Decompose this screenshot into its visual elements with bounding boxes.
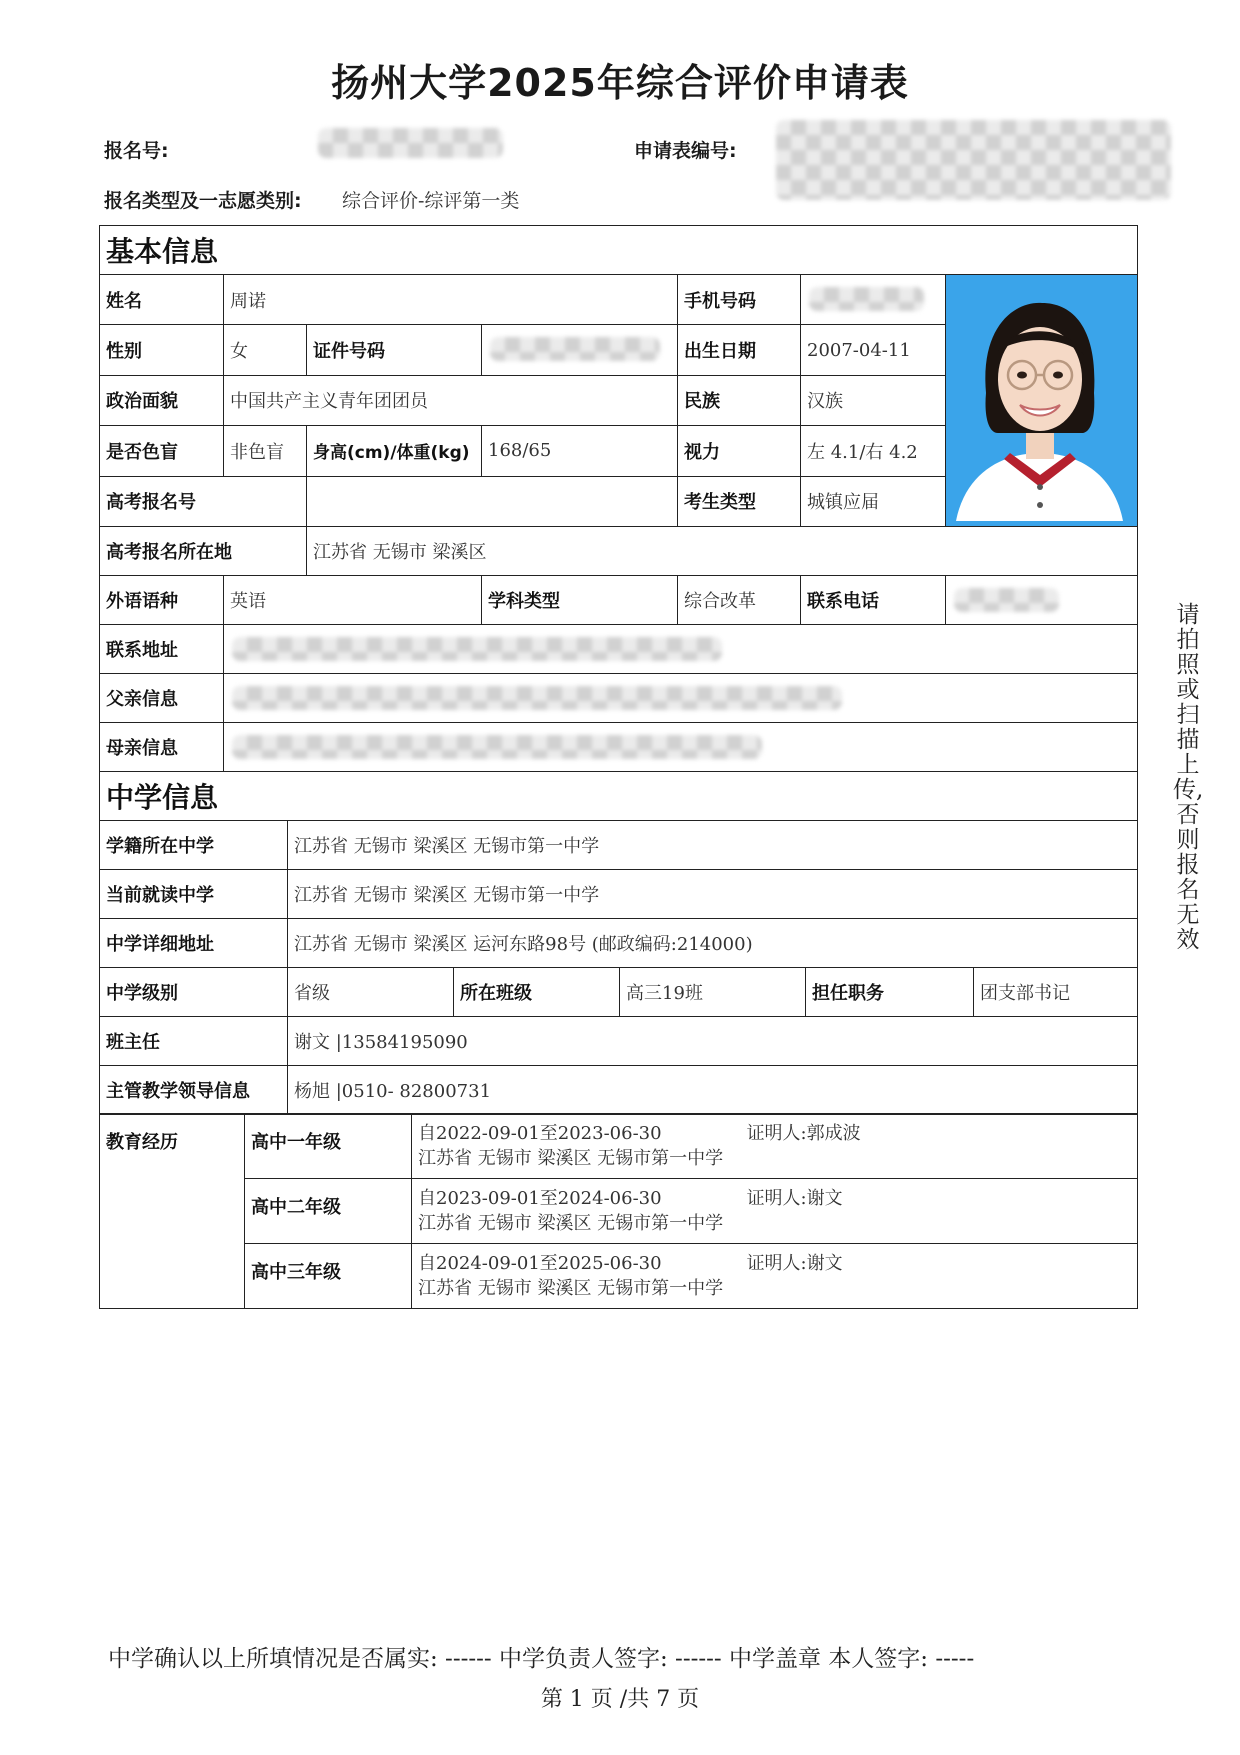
education-entry-2: [412, 1179, 1138, 1244]
registration-type-label: 报名类型及一志愿类别:: [104, 190, 302, 212]
school-level-label: 中学级别: [100, 967, 288, 1016]
birth-date-label: 出生日期: [678, 325, 801, 375]
duty-value: 团支部书记: [974, 967, 1138, 1016]
id-number-label: 证件号码: [307, 325, 482, 375]
birth-date-value: 2007-04-11: [801, 325, 946, 375]
gaokao-number-value: [307, 476, 678, 526]
ethnicity-label: 民族: [678, 375, 801, 425]
phone-label: 手机号码: [678, 275, 801, 325]
education-school-3: 江苏省 无锡市 梁溪区 无锡市第一中学: [418, 1278, 724, 1299]
school-address-label: 中学详细地址: [100, 918, 288, 967]
application-number-redacted: [776, 120, 1171, 200]
education-period-2: 自2023-09-01至2024-06-30: [418, 1188, 662, 1209]
education-period-1: 自2022-09-01至2023-06-30: [418, 1123, 662, 1144]
education-entry-1: [412, 1114, 1138, 1179]
father-info-redacted: [224, 674, 1138, 723]
father-info-label: 父亲信息: [100, 674, 224, 723]
education-grade-1: 高中一年级: [245, 1114, 412, 1179]
education-witness-2: 证明人:谢文: [746, 1188, 843, 1209]
registered-school-value: 江苏省 无锡市 梁溪区 无锡市第一中学: [288, 820, 1138, 869]
page-number: 第 1 页 /共 7 页: [540, 1687, 700, 1712]
upload-notice: 请拍照或扫描上传,否则报名无效: [1173, 602, 1204, 953]
class-label: 所在班级: [454, 967, 620, 1016]
education-grade-3: 高中三年级: [245, 1244, 412, 1309]
foreign-language-label: 外语语种: [100, 576, 224, 625]
teaching-leader-value: 杨旭 |0510- 82800731: [288, 1065, 1138, 1114]
applicant-photo: [946, 275, 1138, 527]
id-number-redacted: [482, 325, 678, 375]
basic-info-section-title: 基本信息: [100, 226, 1138, 275]
education-history-label: 教育经历: [100, 1114, 245, 1309]
subject-type-label: 学科类型: [482, 576, 678, 625]
mother-info-label: 母亲信息: [100, 723, 224, 772]
vision-label: 视力: [678, 426, 801, 476]
vision-value: 左 4.1/右 4.2: [801, 426, 946, 476]
current-school-label: 当前就读中学: [100, 869, 288, 918]
subject-type-value: 综合改革: [678, 576, 801, 625]
registration-number-label: 报名号:: [104, 140, 169, 162]
school-address-value: 江苏省 无锡市 梁溪区 运河东路98号 (邮政编码:214000): [288, 918, 1138, 967]
height-weight-label: 身高(cm)/体重(kg): [307, 426, 482, 476]
class-value: 高三19班: [620, 967, 806, 1016]
education-school-1: 江苏省 无锡市 梁溪区 无锡市第一中学: [418, 1148, 724, 1169]
gaokao-location-label: 高考报名所在地: [100, 527, 307, 576]
contact-address-redacted: [224, 625, 1138, 674]
form-title: 扬州大学2025年综合评价申请表: [331, 61, 909, 105]
applicant-photo-image: [946, 275, 1133, 521]
education-period-3: 自2024-09-01至2025-06-30: [418, 1253, 662, 1274]
name-label: 姓名: [100, 275, 224, 325]
foreign-language-value: 英语: [224, 576, 482, 625]
political-status-label: 政治面貌: [100, 375, 224, 425]
school-level-value: 省级: [288, 967, 454, 1016]
confirmation-line: 中学确认以上所填情况是否属实: ------ 中学负责人签字: ------ 中学盖章 本人签字: -----: [108, 1646, 975, 1672]
head-teacher-value: 谢文 |13584195090: [288, 1016, 1138, 1065]
education-witness-3: 证明人:谢文: [746, 1253, 843, 1274]
school-info-section-title: 中学信息: [100, 771, 1138, 820]
registration-number-redacted: [318, 128, 503, 158]
duty-label: 担任职务: [806, 967, 974, 1016]
gaokao-location-value: 江苏省 无锡市 梁溪区: [307, 527, 1138, 576]
application-form-table: [99, 225, 1137, 1309]
contact-phone-label: 联系电话: [801, 576, 946, 625]
name-value: 周诺: [224, 275, 678, 325]
current-school-value: 江苏省 无锡市 梁溪区 无锡市第一中学: [288, 869, 1138, 918]
gender-value: 女: [224, 325, 307, 375]
gender-label: 性别: [100, 325, 224, 375]
colorblind-label: 是否色盲: [100, 426, 224, 476]
ethnicity-value: 汉族: [801, 375, 946, 425]
mother-info-redacted: [224, 723, 1138, 772]
contact-phone-redacted: [946, 576, 1138, 625]
education-witness-1: 证明人:郭成波: [746, 1123, 861, 1144]
colorblind-value: 非色盲: [224, 426, 307, 476]
education-grade-2: 高中二年级: [245, 1179, 412, 1244]
candidate-type-value: 城镇应届: [801, 476, 946, 526]
head-teacher-label: 班主任: [100, 1016, 288, 1065]
registration-type-value: 综合评价-综评第一类: [342, 190, 520, 212]
education-entry-3: [412, 1244, 1138, 1309]
phone-value-redacted: [801, 275, 946, 325]
political-status-value: 中国共产主义青年团团员: [224, 375, 678, 425]
candidate-type-label: 考生类型: [678, 476, 801, 526]
teaching-leader-label: 主管教学领导信息: [100, 1065, 288, 1114]
contact-address-label: 联系地址: [100, 625, 224, 674]
height-weight-value: 168/65: [482, 426, 678, 476]
registered-school-label: 学籍所在中学: [100, 820, 288, 869]
application-number-label: 申请表编号:: [634, 140, 737, 162]
gaokao-number-label: 高考报名号: [100, 476, 307, 526]
education-school-2: 江苏省 无锡市 梁溪区 无锡市第一中学: [418, 1213, 724, 1234]
